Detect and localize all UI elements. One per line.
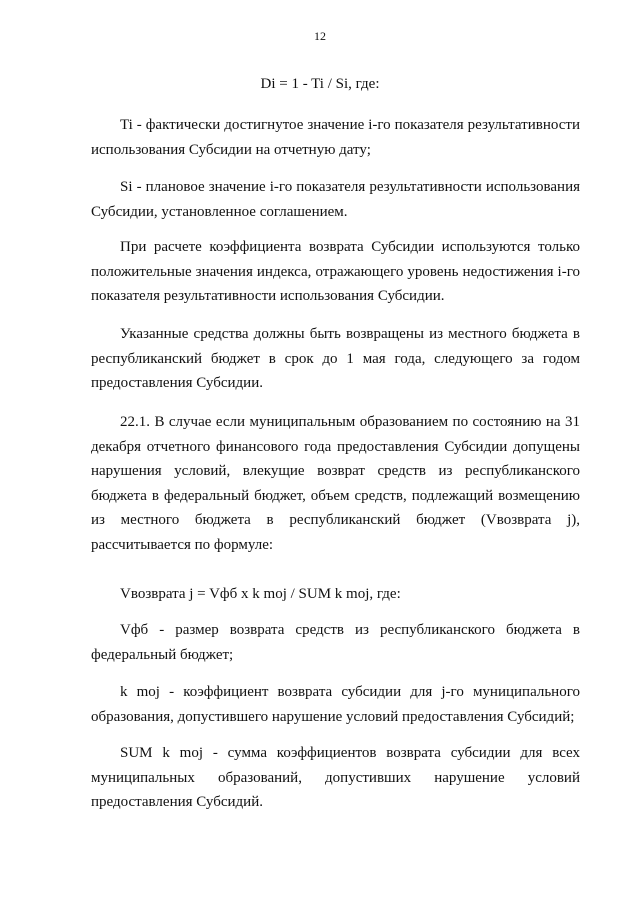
page-number: 12 <box>314 29 326 43</box>
si-definition-paragraph: Si - плановое значение i-го показателя результативности использования Субсидии, установленное соглашением. <box>91 179 580 220</box>
formula-di: Di = 1 - Ti / Si, где: <box>260 76 380 92</box>
vfb-definition-paragraph: Vфб - размер возврата средств из республиканского бюджета в федеральный бюджет; <box>91 622 580 663</box>
return-deadline-paragraph: Указанные средства должны быть возвращены из местного бюджета в республиканский бюджет в срок до 1 мая года, следующего за годом предоставления Субсидии. <box>91 326 580 392</box>
formula-v-paragraph: Vвозврата j = Vфб x k moj / SUM k moj, где: <box>120 586 401 602</box>
clause-22-1-paragraph: 22.1. В случае если муниципальным образованием по состоянию на 31 декабря отчетного финансового года предоставления Субсидии допущены нарушения условий, влекущие возврат средств из республиканского бюджета в федеральный бюджет, объем средств, подлежащий возмещению из местного бюджета в республиканский бюджет (Vвозврата j), рассчитывается по формуле: <box>91 414 580 553</box>
return-coefficient-note-paragraph: При расчете коэффициента возврата Субсидии используются только положительные значения индекса, отражающего уровень недостижения i-го показателя результативности использования Субсидии. <box>91 239 580 305</box>
k-moj-definition-paragraph: k moj - коэффициент возврата субсидии для j-го муниципального образования, допустившего нарушение условий предоставления Субсидий; <box>91 684 580 725</box>
ti-definition-paragraph: Ti - фактически достигнутое значение i-го показателя результативности использования Субсидии на отчетную дату; <box>91 117 580 158</box>
sum-k-moj-definition-paragraph: SUM k moj - сумма коэффициентов возврата субсидии для всех муниципальных образований, допустивших нарушение условий предоставления Субсидий. <box>91 745 580 811</box>
